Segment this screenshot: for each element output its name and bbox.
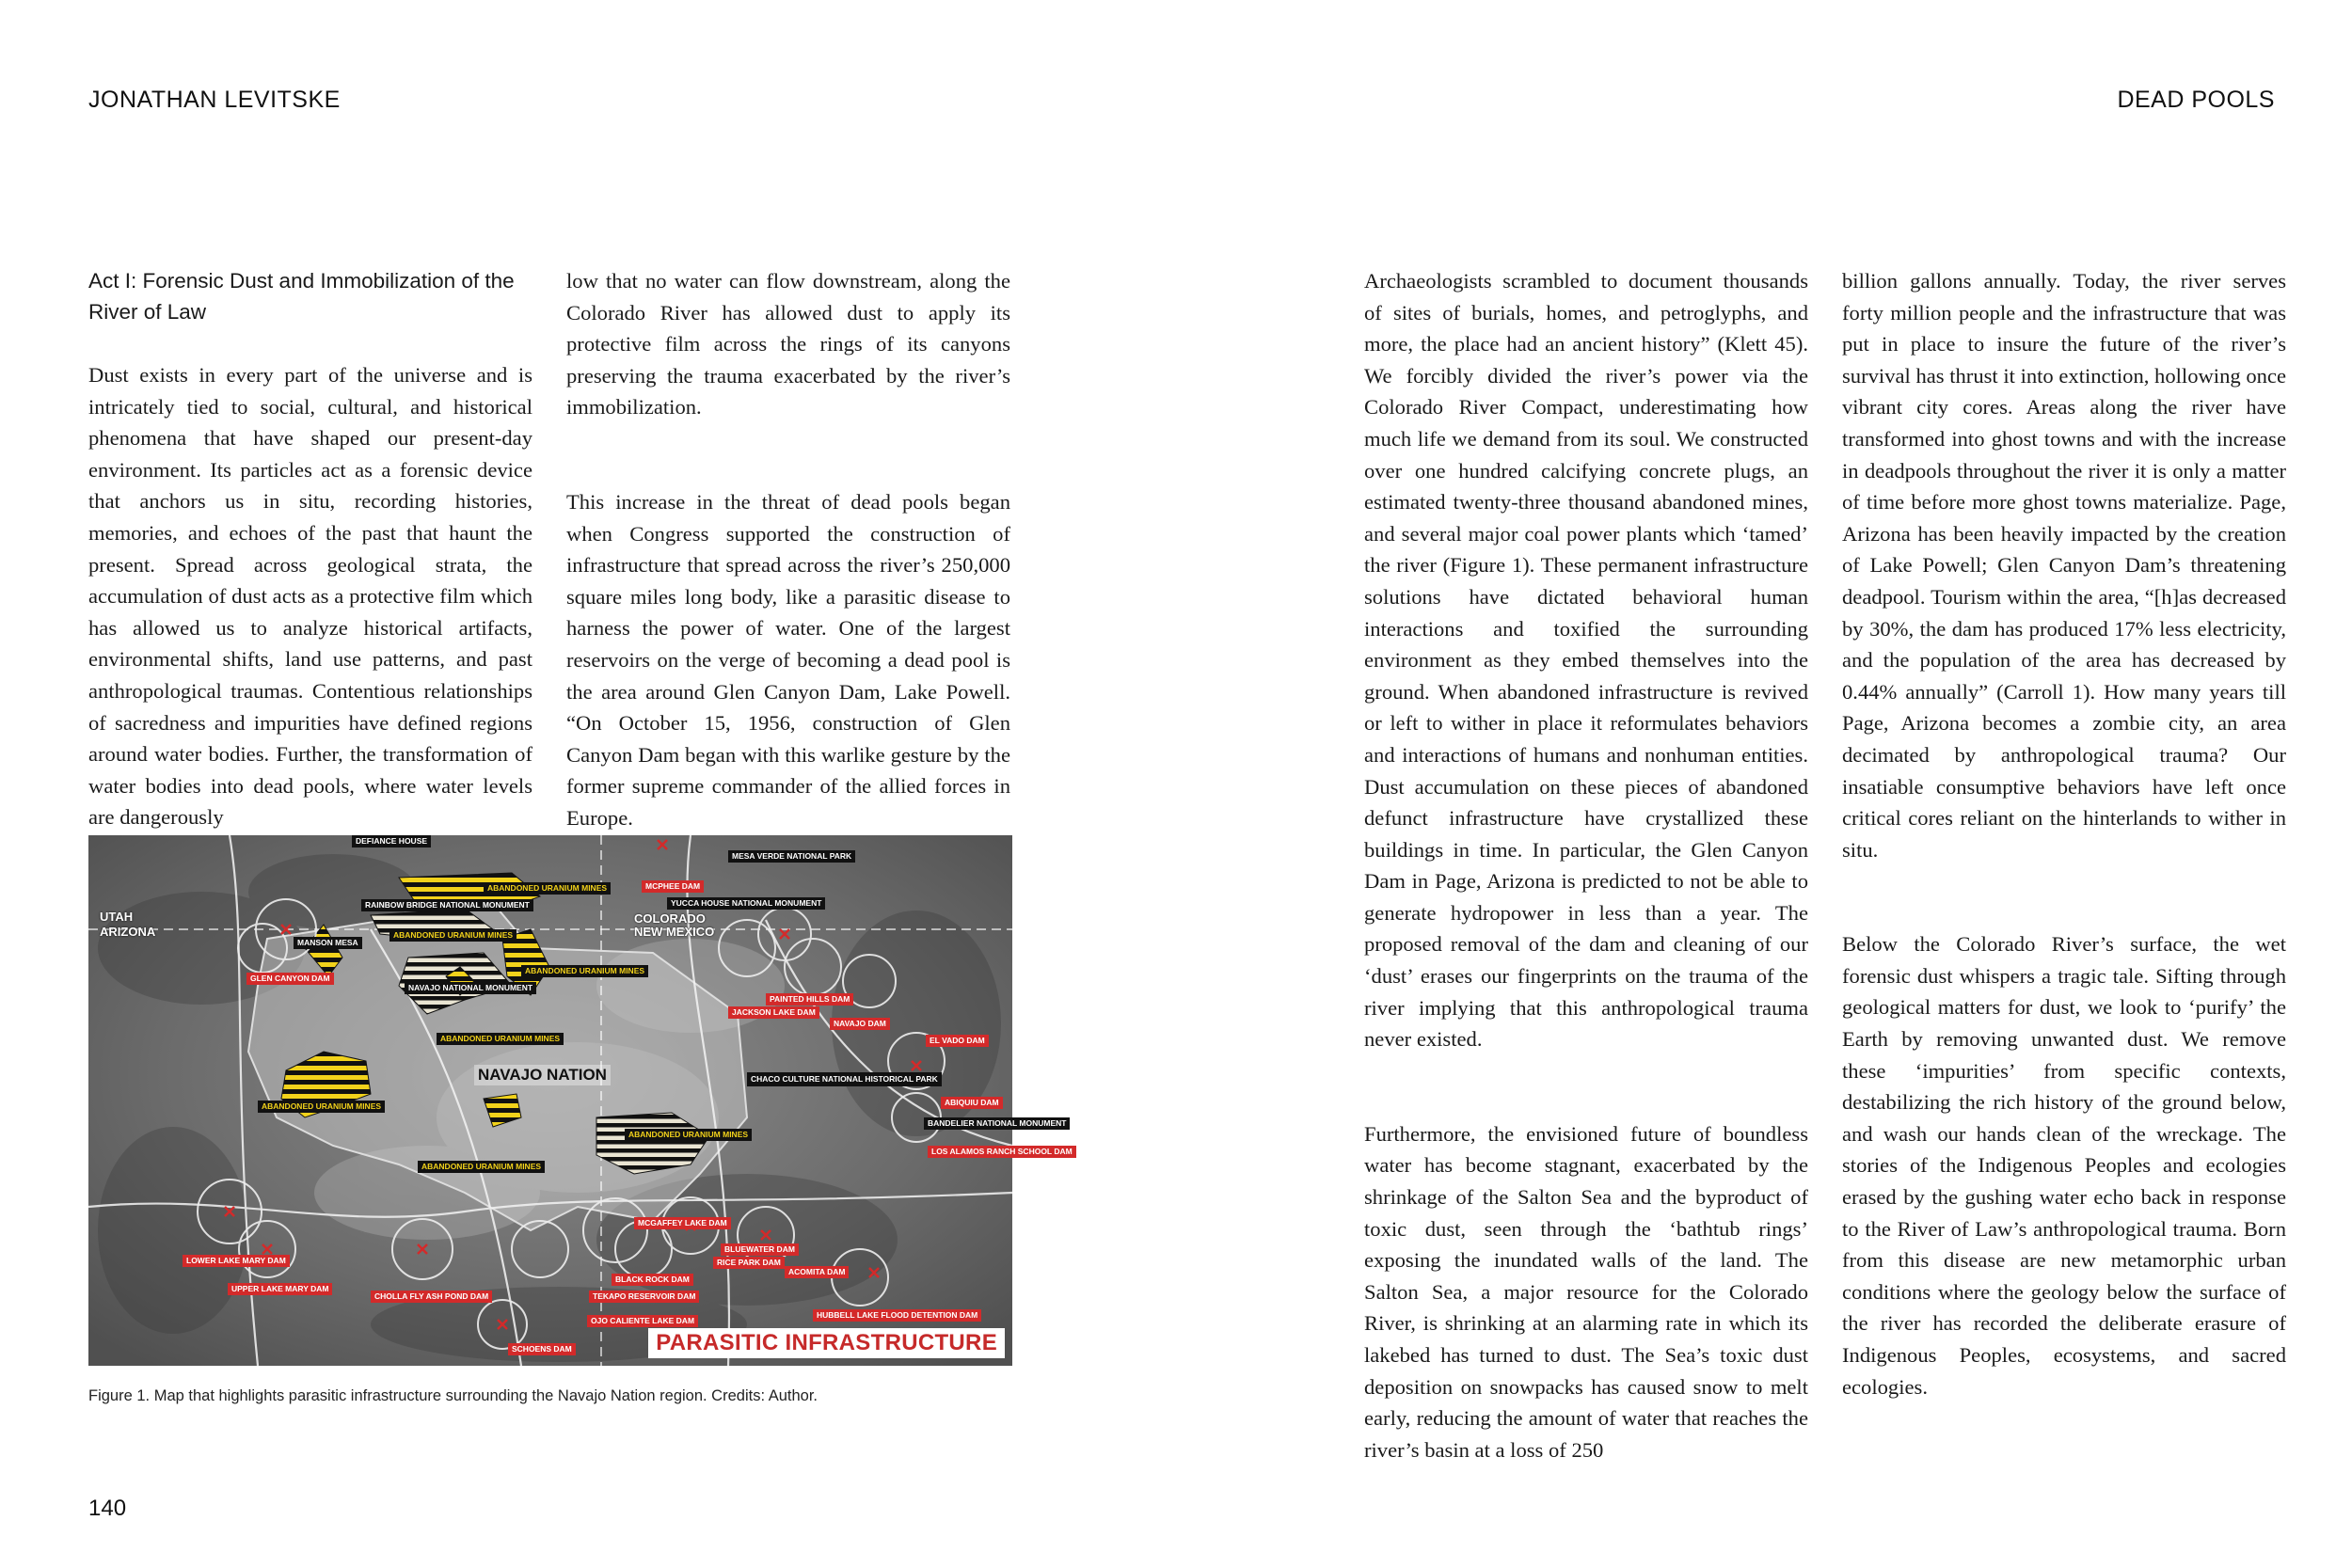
running-head-title: DEAD POOLS <box>2117 87 2275 113</box>
section-heading: Act I: Forensic Dust and Immobilization of the River of Law <box>88 269 515 324</box>
map-label: EL VADO DAM <box>926 1035 989 1047</box>
map-label: ABANDONED URANIUM MINES <box>625 1129 752 1141</box>
figure-map <box>88 835 1073 1366</box>
figure-caption: Figure 1. Map that highlights parasitic infrastructure surrounding the Navajo Nation region. Credits: Author. <box>88 1387 818 1404</box>
map-label: DEFIANCE HOUSE <box>352 835 431 847</box>
column-3 <box>1364 265 1808 1465</box>
paragraph: low that no water can flow downstream, along the Colorado River has allowed dust to apply its protective film across the rings of its canyons preserving the trauma exacerbated by the river’s immobilization. <box>566 269 1010 420</box>
map-label: LOWER LAKE MARY DAM <box>183 1255 290 1267</box>
map-label: ABANDONED URANIUM MINES <box>258 1101 385 1113</box>
map-label: JACKSON LAKE DAM <box>728 1006 819 1019</box>
navajo-nation-label: NAVAJO NATION <box>474 1065 611 1085</box>
map-label: MESA VERDE NATIONAL PARK <box>728 850 855 863</box>
column-4 <box>1842 265 2286 1402</box>
map-label: OJO CALIENTE LAKE DAM <box>587 1315 698 1327</box>
map-label: CHOLLA FLY ASH POND DAM <box>371 1291 492 1303</box>
map-label: CHACO CULTURE NATIONAL HISTORICAL PARK <box>747 1072 942 1086</box>
map-label: RICE PARK DAM <box>713 1257 785 1269</box>
map-label: ABIQUIU DAM <box>941 1097 1003 1109</box>
map-label: ABANDONED URANIUM MINES <box>437 1033 564 1045</box>
map-label: ABANDONED URANIUM MINES <box>389 929 516 942</box>
map-label: ACOMITA DAM <box>785 1266 849 1278</box>
running-head-author: JONATHAN LEVITSKE <box>88 87 341 113</box>
map-label: PAINTED HILLS DAM <box>766 993 853 1006</box>
state-label-new-mexico: NEW MEXICO <box>634 925 715 939</box>
map-label: LOS ALAMOS RANCH SCHOOL DAM <box>928 1146 1076 1158</box>
column-1 <box>88 265 532 833</box>
map-label: ABANDONED URANIUM MINES <box>521 965 648 977</box>
map-label: TEKAPO RESERVOIR DAM <box>589 1291 699 1303</box>
map-title: PARASITIC INFRASTRUCTURE <box>648 1328 1005 1358</box>
map-label: BLACK ROCK DAM <box>612 1274 693 1286</box>
paragraph: Dust exists in every part of the universe and is intricately tied to social, cultural, and historical phenomena that have shaped our present-day environment. Its particles act as a forensic device that anchors us in situ, recording histories, memories, and echoes of the past that haunt the present. Spread across geological strata, the accumulation of dust acts as a protective film which has allowed us to analyze historical artifacts, environmental shifts, land use patterns, and past anthropological traumas. Contentious relationships of sacredness and impurities have defined regions around water bodies. Further, the transformation of water bodies into dead pools, where water levels are dangerously <box>88 363 532 830</box>
map-label: ABANDONED URANIUM MINES <box>484 882 611 895</box>
map-label: UPPER LAKE MARY DAM <box>228 1283 332 1295</box>
map-label: NAVAJO DAM <box>830 1018 890 1030</box>
map-label: MCGAFFEY LAKE DAM <box>634 1217 731 1229</box>
paragraph: Furthermore, the envisioned future of boundless water has become stagnant, exacerbated by the shrinkage of the Salton Sea and the byproduct of toxic dust, seen through the ‘bathtub rings’ exposing the inundated walls of the land. The Salton Sea, a major resource for the Colorado River, is shrinking at an alarming rate in which its lakebed has turned to dust. The Sea’s toxic dust deposition on snowpacks has caused snow to melt early, reducing the amount of water that reaches the river’s basin at a loss of 250 <box>1364 1121 1808 1462</box>
map-label: BLUEWATER DAM <box>721 1243 799 1256</box>
paragraph: billion gallons annually. Today, the river serves forty million people and the infrastructure that was put in place to insure the future of the river’s survival has thrust it into extinction, hollowing once vibrant city cores. Areas along the river have transformed into ghost towns and with the increase in deadpools throughout the river it is only a matter of time before more ghost towns materialize. Page, Arizona has been heavily impacted by the creation of Lake Powell; Glen Canyon Dam’s threatening deadpool. Tourism within the area, “[h]as decreased by 30%, the dam has produced 17% less electricity, and the population of the area has decreased by 0.44% annually” (Carroll 1). How many years till Page, Arizona becomes a zombie city, an area decimated by anthropological trauma? Our insatiable consumptive behaviors have left once critical cores reliant on the hinterlands to wither in situ. <box>1842 269 2286 862</box>
map-label: RAINBOW BRIDGE NATIONAL MONUMENT <box>361 899 533 911</box>
map-label: MCPHEE DAM <box>642 880 704 893</box>
paragraph: Below the Colorado River’s surface, the wet forensic dust whispers a tragic tale. Sifting through geological matters for dust, we look to ‘purify’ the Earth by removing unwanted dust. We remove these ‘impurities’ from specific contexts, destabilizing the rich history of the ground below, and wash our hands clean of the wreckage. The stories of the Indigenous Peoples and ecologies erased by the gushing water echo back in response to the River of Law’s anthropological trauma. Born from this disease are new metamorphic urban conditions where the geology below the surface of the river has recorded the deliberate erasure of Indigenous Peoples, ecosystems, and sacred ecologies. <box>1842 932 2286 1399</box>
map-label: ABANDONED URANIUM MINES <box>418 1161 545 1173</box>
map-label: MANSON MESA <box>294 937 362 949</box>
state-label-utah: UTAH <box>100 910 134 924</box>
map-label: YUCCA HOUSE NATIONAL MONUMENT <box>667 897 825 910</box>
column-2 <box>566 265 1010 834</box>
map-label: GLEN CANYON DAM <box>246 973 334 985</box>
map-label: SCHOENS DAM <box>508 1343 576 1355</box>
paragraph: Archaeologists scrambled to document thousands of sites of burials, homes, and petroglyphs, and more, the place had an ancient history” (Klett 45). We forcibly divided the river’s power via the Colorado River Compact, underestimating how much life we demand from its soul. We constructed over one hundred calcifying concrete plugs, an estimated twenty-three thousand abandoned mines, and several major coal power plants which ‘tamed’ the river (Figure 1). These permanent infrastructure solutions have dictated behavioral human interactions and toxified the surrounding environment as they embed themselves into the ground. When abandoned infrastructure is revived or left to wither in place it reformulates behaviors and interactions of humans and nonhuman entities. Dust accumulation on these pieces of abandoned defunct infrastructure have crystallized these buildings in time. In particular, the Glen Canyon Dam in Page, Arizona is predicted to not be able to generate hydropower in less than a year. The proposed removal of the dam and cleaning of our ‘dust’ erases our fingerprints on the trauma of the river implying that this anthropological trauma never existed. <box>1364 269 1808 1052</box>
state-label-colorado: COLORADO <box>634 911 706 926</box>
page-number: 140 <box>88 1496 127 1521</box>
map-label: HUBBELL LAKE FLOOD DETENTION DAM <box>813 1309 981 1322</box>
paragraph: This increase in the threat of dead pools began when Congress supported the construction of infrastructure that spread across the river’s 250,000 square miles long body, like a parasitic disease to harness the power of water. One of the largest reservoirs on the verge of becoming a dead pool is the area around Glen Canyon Dam, Lake Powell. “On October 15, 1956, construction of Glen Canyon Dam began with this warlike gesture by the former supreme commander of the allied forces in Europe. <box>566 489 1010 830</box>
state-label-arizona: ARIZONA <box>100 925 156 939</box>
map-label: BANDELIER NATIONAL MONUMENT <box>924 1117 1070 1130</box>
map-label: NAVAJO NATIONAL MONUMENT <box>405 982 536 994</box>
